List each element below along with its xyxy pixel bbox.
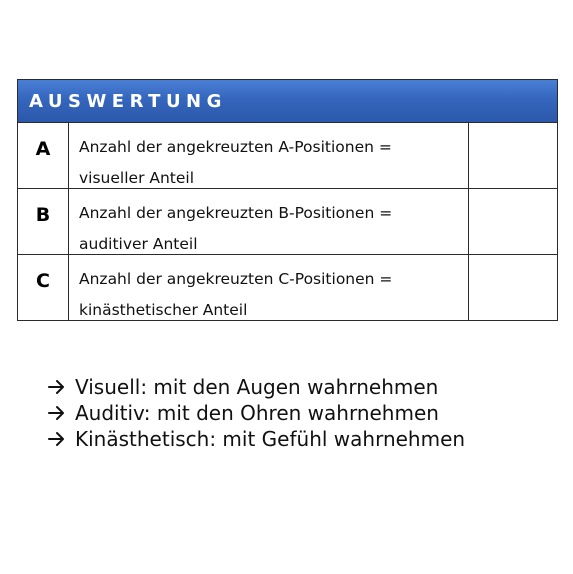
note-visual (48, 374, 465, 400)
note-kinesthetic (48, 426, 465, 452)
row-description-line1: Anzahl der angekreuzten B-Positionen = (79, 204, 393, 222)
row-description (69, 123, 469, 188)
note-text: Auditiv: mit den Ohren wahrnehmen (75, 401, 439, 425)
row-description-line2: auditiver Anteil (79, 235, 198, 253)
row-letter: B (18, 189, 69, 254)
row-letter: C (18, 255, 69, 320)
table-header-title: AUSWERTUNG (29, 90, 227, 112)
arrow-right-icon (48, 431, 66, 447)
evaluation-table (17, 79, 558, 321)
table-header (18, 80, 557, 123)
row-description-line2: visueller Anteil (79, 169, 195, 187)
row-description-line2: kinästhetischer Anteil (79, 301, 248, 319)
arrow-right-icon (48, 379, 66, 395)
row-description (69, 255, 469, 320)
table-row-a (18, 123, 557, 189)
row-description-line1: Anzahl der angekreuzten C-Positionen = (79, 270, 393, 288)
note-text: Visuell: mit den Augen wahrnehmen (75, 375, 439, 399)
note-text: Kinästhetisch: mit Gefühl wahrnehmen (75, 427, 466, 451)
table-row-c (18, 255, 557, 320)
row-value-cell[interactable] (469, 255, 557, 320)
row-letter: A (18, 123, 69, 188)
row-value-cell[interactable] (469, 189, 557, 254)
table-row-b (18, 189, 557, 255)
row-value-cell[interactable] (469, 123, 557, 188)
arrow-right-icon (48, 405, 66, 421)
row-description-line1: Anzahl der angekreuzten A-Positionen = (79, 138, 392, 156)
row-description (69, 189, 469, 254)
note-auditory (48, 400, 465, 426)
legend-notes (48, 374, 465, 452)
